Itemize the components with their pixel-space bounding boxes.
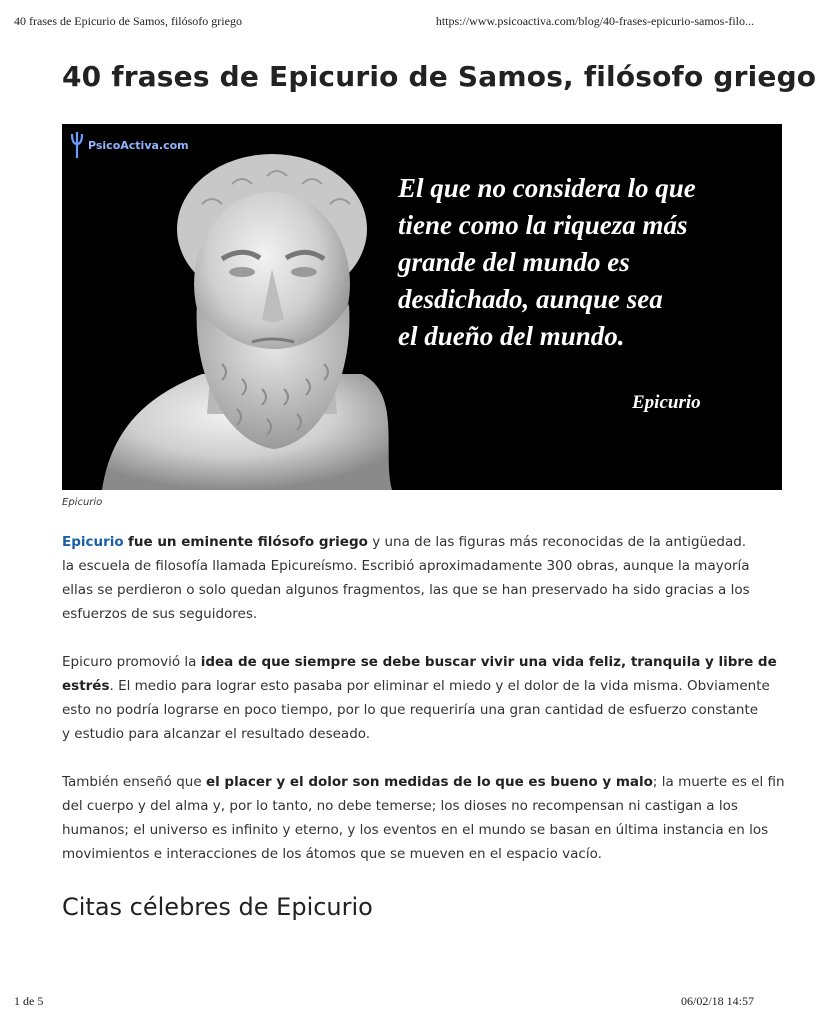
psicoactiva-logo — [70, 128, 189, 162]
psi-logo-icon — [70, 130, 84, 160]
paragraph-2: Epicuro promovió la idea de que siempre se debe buscar vivir una vida feliz, tranquila y libre de estrés. El medio para lograr esto pasaba por eliminar el miedo y el dolor de la vida misma. Obviamente esto no podría lograrse en poco tiempo, por lo que requeriría una gran cantidad de esfuerzo constante y estudio para alcanzar el resultado deseado. — [62, 654, 777, 742]
print-header-title: 40 frases de Epicurio de Samos, filósofo griego — [14, 14, 242, 28]
quote-line: El que no considera lo que — [398, 173, 696, 203]
print-header — [14, 14, 754, 30]
article-title: 40 frases de Epicurio de Samos, filósofo griego — [62, 60, 816, 93]
quote-line: grande del mundo es — [398, 247, 630, 277]
hero-quote — [398, 170, 782, 355]
quote-line: desdichado, aunque sea — [398, 284, 663, 314]
page-number: 1 de 5 — [14, 994, 44, 1008]
paragraph-3: También enseñó que el placer y el dolor son medidas de lo que es bueno y malo; la muerte es el fin del cuerpo y del alma y, por lo tanto, no debe temerse; los dioses no recompensan ni castigan a los humanos; el universo es infinito y eterno, y los eventos en el mundo se basan en última instancia en los movimientos e interacciones de los átomos que se mueven en el espacio vacío. — [62, 774, 785, 862]
hero-image — [62, 124, 782, 490]
bold-text: el placer y el dolor son medidas de lo que es bueno y malo — [205, 774, 653, 790]
print-header-url: https://www.psicoactiva.com/blog/40-frases-epicurio-samos-filo... — [435, 14, 754, 28]
quote-line: el dueño del mundo. — [398, 321, 625, 351]
article — [62, 60, 816, 924]
image-caption: Epicurio — [62, 497, 103, 508]
print-timestamp: 06/02/18 14:57 — [680, 994, 754, 1008]
bold-text: estrés — [62, 678, 110, 694]
quote-author: Epicurio — [632, 392, 701, 413]
print-footer — [14, 994, 754, 1010]
logo-text: PsicoActiva.com — [88, 138, 189, 152]
paragraph-1: Epicurio fue un eminente filósofo griego y una de las figuras más reconocidas de la antigüedad. la escuela de filosofía llamada Epicureísmo. Escribió aproximadamente 300 obras, aunque la mayoría ellas se perdieron o solo quedan algunos fragmentos, las que se han preservado ha sido gracias a los esfuerzos de sus seguidores. — [62, 534, 750, 622]
quote-line: tiene como la riqueza más — [398, 210, 688, 240]
page-content — [62, 40, 816, 990]
bold-text: fue un eminente filósofo griego — [127, 534, 368, 550]
bold-text: idea de que siempre se debe buscar vivir una vida feliz, tranquila y libre de — [200, 654, 777, 670]
section-heading: Citas célebres de Epicurio — [62, 893, 373, 921]
epicurio-link[interactable]: Epicurio — [62, 534, 124, 550]
